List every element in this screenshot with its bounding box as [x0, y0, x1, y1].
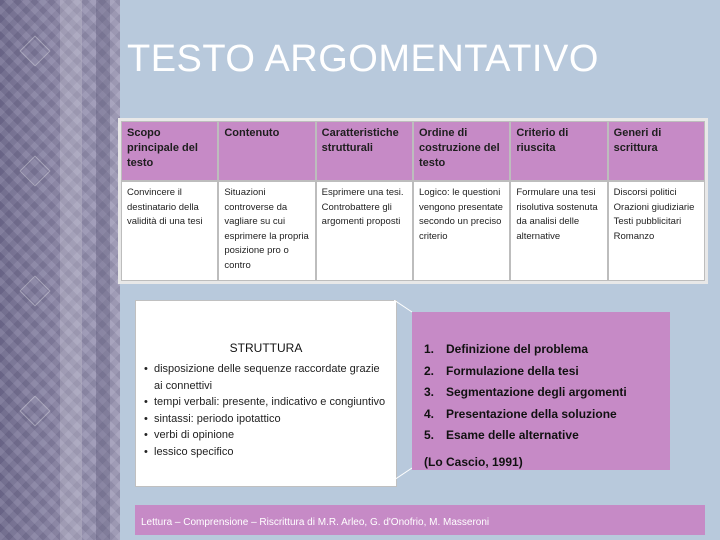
- phases-list: [424, 342, 627, 450]
- bullet-icon: •: [144, 429, 148, 441]
- bullet-icon: •: [144, 445, 148, 458]
- phases-box: [412, 312, 670, 470]
- table-cell: Esprimere una tesi. Controbattere gli argomenti proposti: [316, 181, 413, 281]
- footer-bar: [135, 505, 705, 535]
- citation: (Lo Cascio, 1991): [424, 455, 523, 469]
- table-row: [121, 181, 705, 281]
- summary-table: [118, 118, 708, 284]
- list-item: [144, 394, 388, 411]
- list-item: [424, 364, 627, 386]
- phase-text: Presentazione della soluzione: [446, 406, 617, 421]
- phase-text: Definizione del problema: [446, 342, 589, 356]
- table-cell: Situazioni controverse da vagliare su cui esprimere la propria posizione pro o contro: [218, 181, 315, 281]
- list-item: [424, 428, 627, 450]
- header-generi: Generi di scrittura: [608, 121, 705, 181]
- phase-text: Esame delle alternative: [446, 428, 579, 442]
- phase-number: 4.: [424, 406, 435, 421]
- phase-number: 5.: [424, 428, 435, 442]
- header-criterio: Criterio di riuscita: [510, 121, 607, 181]
- table-cell: Convincere il destinatario della validità di una tesi: [121, 181, 218, 281]
- header-ordine: Ordine di costruzione del testo: [413, 121, 510, 181]
- structure-list: [136, 361, 396, 460]
- bullet-icon: •: [144, 412, 148, 425]
- list-item-text: tempi verbali: presente, indicativo e congiuntivo: [154, 396, 386, 408]
- list-item-text: sintassi: periodo ipotattico: [154, 412, 281, 425]
- list-item: [424, 342, 627, 364]
- phase-text: Formulazione della tesi: [446, 363, 579, 378]
- structure-box: [135, 300, 397, 487]
- phase-number: 1.: [424, 342, 435, 356]
- connector-line: [394, 300, 414, 480]
- table-cell: Logico: le questioni vengono presentate secondo un preciso criterio: [413, 181, 510, 281]
- list-item-text: verbi di opinione: [154, 429, 235, 441]
- strip-band: [96, 0, 110, 540]
- table-header-row: [121, 121, 705, 181]
- header-scopo: Scopo principale del testo: [121, 121, 218, 181]
- bullet-icon: •: [144, 396, 148, 408]
- list-item: [144, 427, 388, 444]
- header-contenuto: Contenuto: [218, 121, 315, 181]
- phase-text: Segmentazione degli argomenti: [446, 385, 627, 399]
- list-item-text: lessico specifico: [154, 445, 234, 458]
- left-decorative-strip: [0, 0, 120, 540]
- header-caratteristiche: Caratteristiche strutturali: [316, 121, 413, 181]
- list-item: [144, 444, 388, 461]
- list-item: [144, 411, 388, 428]
- phase-number: 2.: [424, 363, 435, 378]
- list-item: [424, 385, 627, 407]
- list-item: [424, 407, 627, 429]
- table-cell: Discorsi politici Orazioni giudiziarie Testi pubblicitari Romanzo: [608, 181, 705, 281]
- list-item-text: disposizione delle sequenze raccordate grazie ai connettivi: [154, 363, 380, 392]
- phase-number: 3.: [424, 385, 435, 399]
- table-cell: Formulare una tesi risolutiva sostenuta da analisi delle alternative: [510, 181, 607, 281]
- strip-band: [60, 0, 82, 540]
- slide-title: TESTO ARGOMENTATIVO: [127, 38, 599, 80]
- list-item: [144, 361, 388, 394]
- structure-heading: STRUTTURA: [229, 341, 303, 355]
- bullet-icon: •: [144, 363, 148, 375]
- footer-text: Lettura – Comprensione – Riscrittura di M.R. Arleo, G. d'Onofrio, M. Masseroni: [141, 517, 490, 528]
